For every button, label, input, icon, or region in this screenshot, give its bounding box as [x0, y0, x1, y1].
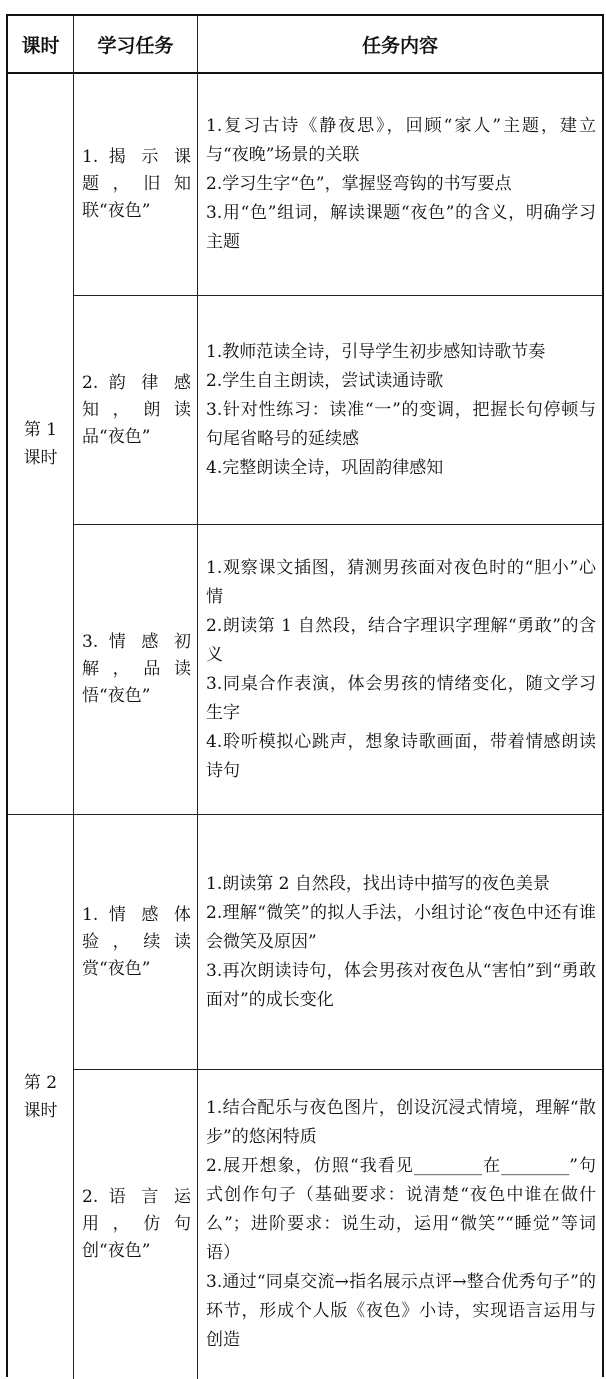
content-cell	[198, 74, 602, 296]
header-content: 任务内容	[198, 16, 602, 74]
task-cell	[74, 1070, 198, 1379]
content-item: 1.教师范读全诗，引导学生初步感知诗歌节奏	[206, 341, 546, 362]
task-text: 2. 韵 律 感知，朗读品“夜色”	[82, 372, 191, 447]
content-item: 3.针对性练习：读准“一”的变调，把握长句停顿与句尾省略号的延续感	[206, 399, 596, 449]
content-item: 2.展开想象，仿照“我看见________在________”句式创作句子（基础要求：说清楚“夜色中谁在做什么”；进阶要求：说生动，运用“微笑”“睡觉”等词语）	[206, 1156, 596, 1263]
content-item: 3.同桌合作表演，体会男孩的情绪变化，随文学习生字	[206, 673, 596, 723]
lesson-2-label	[8, 815, 74, 1379]
content-item: 4.聆听模拟心跳声，想象诗歌画面，带着情感朗读诗句	[206, 731, 596, 781]
content-item: 2.学习生字“色”，掌握竖弯钩的书写要点	[206, 174, 512, 194]
task-cell	[74, 74, 198, 296]
content-item: 3.用“色”组词，解读课题“夜色”的含义，明确学习主题	[206, 203, 596, 252]
task-text: 1. 揭 示 课题，旧知联“夜色”	[82, 147, 191, 221]
task-cell	[74, 296, 198, 525]
content-item: 1.复习古诗《静夜思》，回顾“家人”主题，建立与“夜晚”场景的关联	[206, 116, 596, 165]
content-item: 1.结合配乐与夜色图片，创设沉浸式情境，理解“散步”的悠闲特质	[206, 1098, 596, 1147]
content-cell	[198, 525, 602, 815]
content-item: 1.观察课文插图，猜测男孩面对夜色时的“胆小”心情	[206, 557, 596, 607]
lesson-plan-table	[6, 14, 604, 1377]
header-lesson: 课时	[8, 16, 74, 74]
content-item: 4.完整朗读全诗，巩固韵律感知	[206, 457, 444, 478]
task-cell	[74, 525, 198, 815]
lesson-label-text: 第 1 课时	[23, 420, 58, 468]
content-item: 3.通过“同桌交流→指名展示点评→整合优秀句子”的环节，形成个人版《夜色》小诗，实现语言运用与创造	[206, 1272, 596, 1350]
content-cell	[198, 815, 602, 1070]
task-cell	[74, 815, 198, 1070]
content-item: 2.理解“微笑”的拟人手法，小组讨论“夜色中还有谁会微笑及原因”	[206, 902, 596, 952]
content-item: 1.朗读第 2 自然段，找出诗中描写的夜色美景	[206, 873, 550, 894]
lesson-label-text: 第 2 课时	[23, 1073, 58, 1121]
content-item: 3.再次朗读诗句，体会男孩对夜色从“害怕”到“勇敢面对”的成长变化	[206, 960, 596, 1010]
content-cell	[198, 296, 602, 525]
content-item: 2.朗读第 1 自然段，结合字理识字理解“勇敢”的含义	[206, 615, 596, 665]
task-text: 3. 情 感 初解，品读悟“夜色”	[82, 632, 191, 706]
content-cell	[198, 1070, 602, 1379]
lesson-1-label	[8, 74, 74, 815]
header-task: 学习任务	[74, 16, 198, 74]
task-text: 2. 语 言 运用，仿句创“夜色”	[82, 1187, 191, 1261]
content-item: 2.学生自主朗读，尝试读通诗歌	[206, 370, 444, 391]
task-text: 1. 情 感 体验，续读赏“夜色”	[82, 904, 191, 979]
